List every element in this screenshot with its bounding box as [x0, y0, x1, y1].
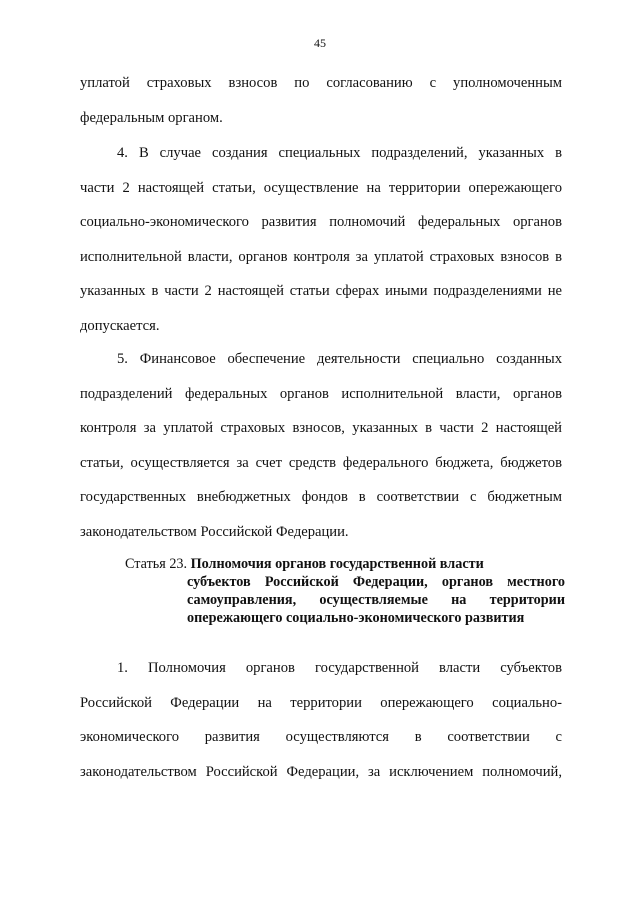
- text-line: исполнительной власти, органов контроля за уплатой страховых взносов в: [80, 248, 562, 265]
- text-line: уплатой страховых взносов по согласованию с уполномоченным: [80, 75, 562, 91]
- paragraph-5: [80, 342, 562, 549]
- text-line: части 2 настоящей статьи, осуществление на территории опережающего: [80, 179, 562, 196]
- article-title-line: самоуправления, осуществляемые на территории: [187, 592, 565, 608]
- text-line: подразделений федеральных органов исполнительной власти, органов: [80, 385, 562, 402]
- text-line: допускается.: [80, 317, 160, 334]
- text-line: контроля за уплатой страховых взносов, указанных в части 2 настоящей: [80, 420, 562, 436]
- paragraph-1: [80, 651, 562, 789]
- text-line: 4. В случае создания специальных подразделений, указанных в: [117, 145, 562, 161]
- article-title-line: опережающего социально-экономического развития: [187, 610, 525, 626]
- article-heading-first-line: [125, 555, 565, 573]
- text-line: экономического развития осуществляются в соответствии с: [80, 729, 562, 745]
- text-line: законодательством Российской Федерации, за исключением полномочий,: [80, 763, 562, 780]
- article-heading: [125, 555, 565, 627]
- text-line: государственных внебюджетных фондов в соответствии с бюджетным: [80, 489, 562, 505]
- text-line: 5. Финансовое обеспечение деятельности специально созданных: [117, 351, 562, 367]
- article-title-line: Полномочия органов государственной власти: [190, 556, 484, 572]
- article-title-rest: [187, 573, 565, 627]
- article-title-line: субъектов Российской Федерации, органов местного: [187, 574, 565, 590]
- text-line: 1. Полномочия органов государственной власти субъектов: [117, 660, 562, 676]
- paragraph-continuation: [80, 66, 562, 135]
- text-line: федеральным органом.: [80, 109, 223, 126]
- text-line: указанных в части 2 настоящей статьи сферах иными подразделениями не: [80, 283, 562, 299]
- text-line: социально-экономического развития полномочий федеральных органов: [80, 214, 562, 230]
- article-number: Статья 23.: [125, 556, 188, 572]
- text-line: Российской Федерации на территории опережающего социально-: [80, 694, 562, 711]
- text-line: статьи, осуществляется за счет средств федерального бюджета, бюджетов: [80, 454, 562, 471]
- paragraph-4: [80, 136, 562, 343]
- text-line: законодательством Российской Федерации.: [80, 523, 349, 540]
- page-number: 45: [314, 36, 326, 50]
